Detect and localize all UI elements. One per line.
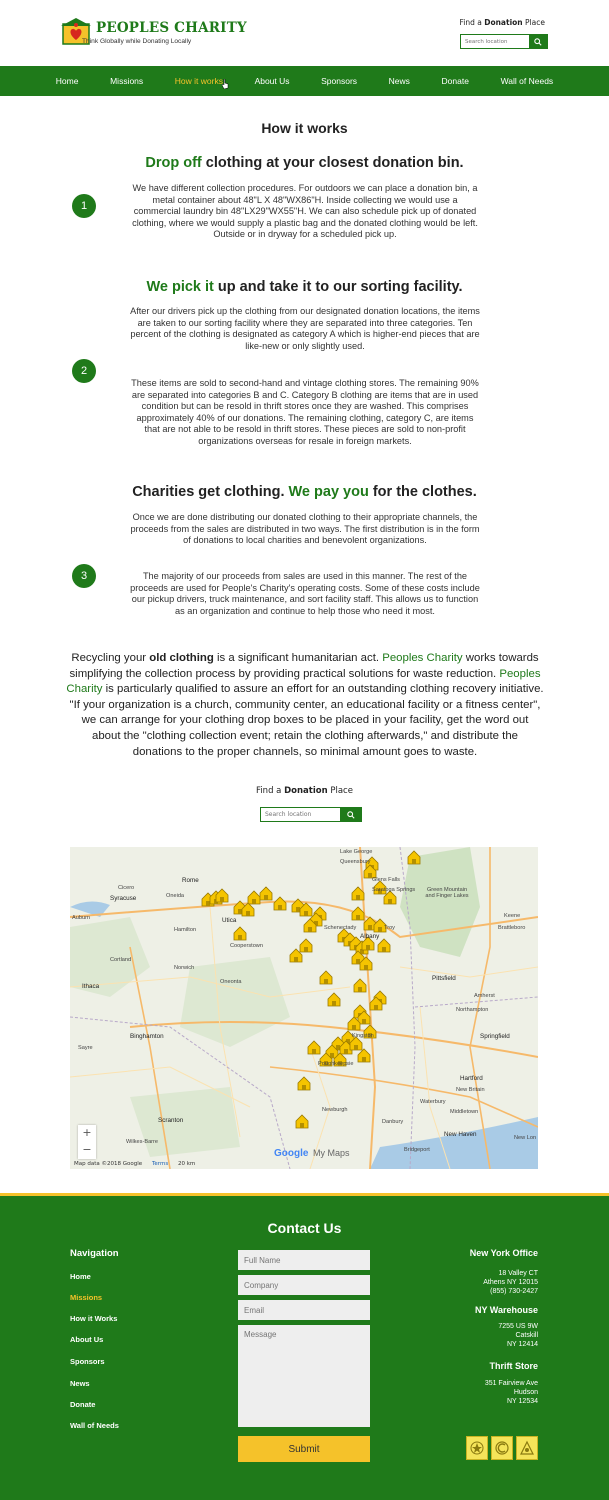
- office-line: Catskill: [515, 1332, 538, 1339]
- recycle-brand-2: Peoples Charity: [66, 667, 541, 696]
- recycle-t2: is a significant humanitarian act.: [213, 652, 383, 664]
- step-1-heading-green: Drop off: [145, 155, 202, 171]
- step-2-text-1: After our drivers pick up the clothing from our designated donation locations, the items are taken to our sorting facility where they are separated into three categories. Ten percent of the clothing is designated as category A which is higher-end pieces that are like-new or only slightly used.: [130, 306, 480, 351]
- map-label: New Haven: [444, 1131, 477, 1138]
- map-label: Hartford: [460, 1075, 483, 1082]
- find-suffix: Place: [525, 18, 545, 27]
- map-label: Wilkes-Barre: [126, 1139, 159, 1145]
- step-3-heading-rest: for the clothes.: [368, 484, 477, 500]
- email-field[interactable]: [238, 1300, 370, 1320]
- map-label: Albany: [360, 933, 380, 940]
- map-label: Saratoga Springs: [372, 887, 416, 893]
- map-label: Northampton: [456, 1007, 489, 1013]
- office-line: 18 Valley CT: [498, 1270, 538, 1277]
- nav-how-it-works-label: How it works: [174, 76, 223, 86]
- seal-badge-icon: [494, 1440, 510, 1456]
- footer-nav-about-us[interactable]: About Us: [70, 1335, 104, 1344]
- find-donation-label: [459, 18, 545, 27]
- find-bold: Donation: [484, 18, 523, 27]
- nav-wall-of-needs[interactable]: Wall of Needs: [500, 76, 554, 86]
- office-line: Hudson: [513, 1389, 538, 1396]
- badge-icon[interactable]: [491, 1436, 513, 1460]
- recycle-t1: Recycling your: [71, 652, 150, 664]
- map-label: Cicero: [118, 885, 135, 891]
- award-badge-icon: [519, 1440, 535, 1456]
- footer-nav-wall-of-needs[interactable]: Wall of Needs: [70, 1421, 119, 1430]
- map-label: Oneida: [166, 893, 185, 899]
- map-label: Hamilton: [174, 927, 197, 933]
- logo-tagline: Think Globally while Donating Locally: [82, 38, 192, 45]
- map-attribution: [70, 1159, 538, 1169]
- company-field[interactable]: [238, 1275, 370, 1295]
- search-icon: [534, 38, 542, 46]
- step-2-heading: [0, 279, 609, 295]
- office-line: NY 12414: [506, 1341, 538, 1348]
- nav-news[interactable]: News: [388, 76, 410, 86]
- footer-nav-sponsors[interactable]: Sponsors: [70, 1357, 105, 1366]
- map-label: Ithaca: [82, 983, 100, 990]
- map-label: Amherst: [474, 993, 495, 999]
- map-label: Brattleboro: [498, 925, 526, 931]
- map-label: New Lon: [514, 1135, 537, 1141]
- google-logo: [274, 1148, 308, 1159]
- map-label: Queensbury: [340, 859, 371, 865]
- map-label: Scranton: [158, 1117, 184, 1124]
- find-donation-section-label: [0, 786, 609, 796]
- step-1-text: We have different collection procedures. For outdoors we can place a donation bin, a metal container about 48"L X 48"WX86"H. Inside collecting we would use a commercial laundry bin 48"LX29"WX55"H. We can also schedule pick up of donated clothing, where we would supply a plastic bag and the donated clothing would be left. Outside or in dryway for a scheduled pick up.: [132, 183, 478, 240]
- map-label: Kingston: [352, 1033, 374, 1039]
- map-label: Cortland: [110, 957, 132, 963]
- recycle-t3: works towards simplifying the collection process by providing practical solutions for waste reduction.: [69, 652, 539, 680]
- map-zoom-control: [78, 1125, 96, 1159]
- step-3-heading-green: We pay you: [288, 484, 369, 500]
- map-label: Lake George: [340, 849, 373, 855]
- map-label: Oneonta: [220, 979, 242, 985]
- footer-nav-donate[interactable]: Donate: [70, 1400, 96, 1409]
- star-badge-icon: [469, 1440, 485, 1456]
- find2-bold: Donation: [284, 786, 328, 796]
- google-logo-text: Google: [274, 1148, 309, 1159]
- header-search: [460, 34, 548, 49]
- map-search: [260, 807, 362, 822]
- step-2-number: 2: [72, 359, 96, 383]
- map-search-input[interactable]: [261, 808, 340, 821]
- badge-icon[interactable]: [466, 1436, 488, 1460]
- footer-nav-home[interactable]: Home: [70, 1272, 91, 1281]
- map-label: Syracuse: [110, 895, 137, 902]
- map-label: Norwich: [174, 965, 195, 971]
- step-3-text-1: Once we are done distributing our donated clothing to their appropriate channels, the proceeds from the sales are distributed in two ways. The first distribution is in the form of donations to local charities and benevolent organizations.: [130, 512, 480, 546]
- find2-prefix: Find a: [256, 786, 282, 796]
- office-phone[interactable]: (855) 730-2427: [490, 1288, 538, 1295]
- logo[interactable]: [60, 16, 247, 52]
- office-line: NY 12534: [506, 1398, 538, 1405]
- step-1-number: 1: [72, 194, 96, 218]
- recycle-paragraph: [66, 651, 544, 760]
- step-1-heading: [0, 155, 609, 171]
- step-2-heading-rest: up and take it to our sorting facility.: [213, 279, 463, 295]
- find2-suffix: Place: [330, 786, 353, 796]
- map-label: Bridgeport: [404, 1147, 430, 1153]
- step-1-heading-rest: clothing at your closest donation bin.: [201, 155, 464, 171]
- step-3-heading: [0, 484, 609, 500]
- step-3-heading-pre: Charities get clothing.: [132, 484, 289, 500]
- map-label: Glens Falls: [372, 877, 400, 883]
- step-2-heading-green: We pick it: [146, 279, 214, 295]
- badge-icon[interactable]: [516, 1436, 538, 1460]
- map-label: New Britain: [456, 1087, 485, 1093]
- footer-nav-news[interactable]: News: [70, 1379, 90, 1388]
- map-label: Middletown: [450, 1109, 479, 1115]
- step-2-text-2: These items are sold to second-hand and vintage clothing stores. The remaining 90% are separated into categories B and C. Category B clothing are items that are in used condition but can be resold in thrift stores once they are washed. This comprises approximately 40% of our donations. The remaining clothing, category C, are items that are not able to be resold in thrift stores. These pieces are sold to non-profit organizations overseas for resale in foreign markets.: [131, 378, 479, 446]
- footer: [0, 1193, 609, 1500]
- office-line: Athens NY 12015: [483, 1279, 538, 1286]
- map-label: Binghamton: [130, 1033, 164, 1040]
- office-line: 7255 US 9W: [498, 1323, 538, 1330]
- logo-title: PEOPLES CHARITY: [96, 20, 247, 36]
- map-label: Auburn: [72, 915, 91, 921]
- search-icon: [347, 811, 355, 819]
- nav-home[interactable]: Home: [55, 76, 79, 86]
- map-label: Poughkeepsie: [318, 1061, 354, 1067]
- footer-nav-title: Navigation: [70, 1248, 119, 1259]
- office-title: Thrift Store: [489, 1361, 538, 1371]
- main-nav: [0, 66, 609, 96]
- header-search-button[interactable]: [529, 35, 547, 48]
- contact-title: Contact Us: [267, 1220, 342, 1236]
- recycle-brand-1: Peoples Charity: [382, 652, 463, 664]
- map-label: Pittsfield: [432, 975, 456, 982]
- map-label: Sayre: [78, 1045, 93, 1051]
- map-label: Green Mountain and Finger Lakes: [425, 887, 469, 899]
- nav-donate[interactable]: Donate: [441, 76, 469, 86]
- step-3-text-2: The majority of our proceeds from sales are used in this manner. The rest of the proceeds are used for People's Charity's operating costs. Some of these costs include our pickup drivers, truck maintenance, and sort facility staff. This allows us to function as an organization and continue to help those who need it most.: [130, 571, 480, 616]
- map-data-credit: Map data ©2018 Google: [74, 1161, 143, 1167]
- map-label: Rome: [182, 877, 199, 884]
- header: [0, 0, 609, 66]
- footer-nav-missions[interactable]: Missions: [70, 1293, 103, 1302]
- map-label: Schenectady: [324, 925, 357, 931]
- map-label: Danbury: [382, 1119, 404, 1125]
- find-prefix: Find a: [459, 18, 482, 27]
- page-title: How it works: [261, 120, 348, 136]
- map-label: Waterbury: [420, 1099, 446, 1105]
- certification-badges: [466, 1436, 538, 1462]
- zoom-in-button[interactable]: +: [82, 1126, 92, 1139]
- footer-nav-how-it-works[interactable]: How it Works: [70, 1314, 118, 1323]
- my-maps-label: My Maps: [313, 1148, 350, 1158]
- nav-missions[interactable]: Missions: [110, 76, 144, 86]
- map-label: Newburgh: [322, 1107, 348, 1113]
- nav-how-it-works[interactable]: [175, 76, 223, 86]
- donation-map[interactable]: [70, 847, 538, 1169]
- map-search-button[interactable]: [340, 808, 361, 821]
- map-label: Utica: [222, 917, 237, 924]
- map-label: Cooperstown: [230, 943, 263, 949]
- submit-button[interactable]: Submit: [238, 1436, 370, 1462]
- recycle-bold: old clothing: [149, 652, 214, 664]
- header-search-input[interactable]: [461, 35, 529, 48]
- full-name-field[interactable]: [238, 1250, 370, 1270]
- office-line: 351 Fairview Ave: [484, 1380, 538, 1387]
- map-label: Keene: [504, 913, 521, 919]
- office-title: NY Warehouse: [474, 1305, 538, 1315]
- office-title: New York Office: [469, 1248, 538, 1258]
- zoom-out-button[interactable]: −: [82, 1143, 92, 1156]
- map-label: Troy: [384, 925, 395, 931]
- nav-about-us[interactable]: About Us: [254, 76, 290, 86]
- message-field[interactable]: [238, 1325, 370, 1427]
- map-terms-link[interactable]: Terms: [152, 1161, 169, 1167]
- nav-sponsors[interactable]: Sponsors: [321, 76, 358, 86]
- map-scale: 20 km: [178, 1161, 196, 1167]
- hand-cursor-icon: [222, 79, 229, 89]
- recycle-t4: is particularly qualified to assure an effort for an outstanding clothing recovery initiative. "If your organization is a church, community center, an educational facility or a fitness center", we can arrange for your clothing drop boxes to be placed in your facility, get the word out about the "clothing collection event; retain the clothing afterwards," and distribute the donations to the proper channels, so minimal amount goes to waste.: [69, 683, 544, 758]
- step-3-number: 3: [72, 564, 96, 588]
- map-label: Springfield: [480, 1033, 510, 1040]
